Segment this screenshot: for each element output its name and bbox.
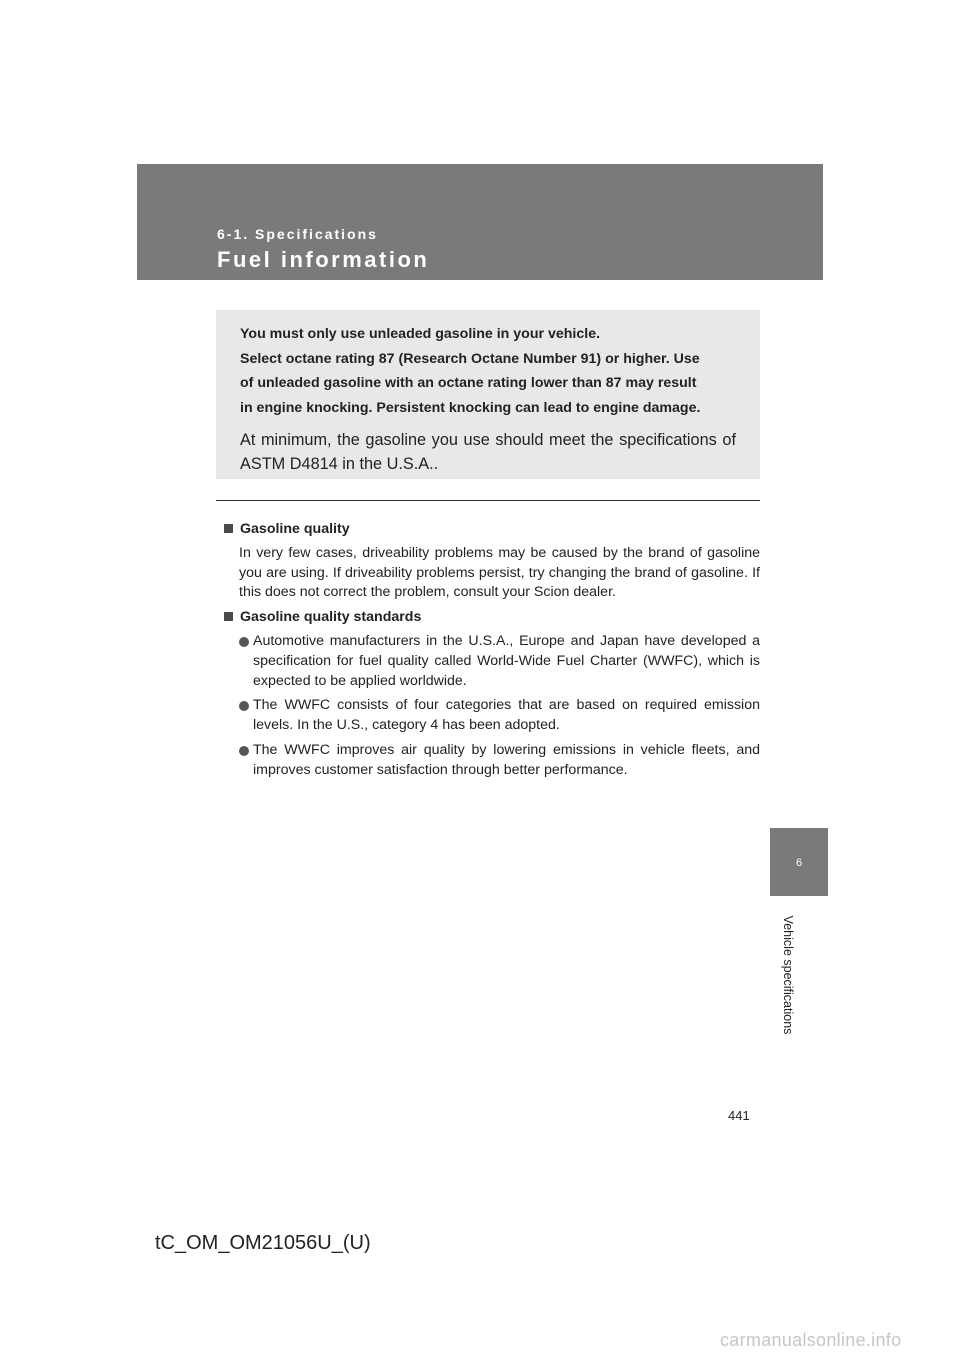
section-divider xyxy=(216,500,760,501)
list-item-text: The WWFC consists of four categories that are based on required emission levels. In the U.S., category 4 has been adopted. xyxy=(253,697,760,734)
section-paragraph: In very few cases, driveability problems may be caused by the brand of gasoline you are using. If driveability problems persist, try changing the brand of gasoline. If this does not correct the problem, consult your Scion dealer. xyxy=(239,544,760,601)
list-item-text: Automotive manufacturers in the U.S.A., Europe and Japan have developed a specification for fuel quality called World-Wide Fuel Charter (WWFC), which is expected to be applied worldwide. xyxy=(253,632,760,689)
notice-bold-text xyxy=(240,322,736,420)
notice-line: in engine knocking. Persistent knocking can lead to engine damage. xyxy=(240,399,701,416)
heading-text: Gasoline quality standards xyxy=(240,609,422,626)
list-item xyxy=(224,741,760,781)
notice-normal-text: At minimum, the gasoline you use should meet the specifications of ASTM D4814 in the U.S.A.. xyxy=(240,431,736,473)
list-item xyxy=(224,632,760,691)
notice-box xyxy=(216,310,760,479)
page-number: 441 xyxy=(728,1108,750,1123)
square-bullet-icon xyxy=(224,612,233,621)
document-code: tC_OM_OM21056U_(U) xyxy=(155,1232,371,1254)
watermark: carmanualsonline.info xyxy=(720,1330,902,1350)
circle-bullet-icon xyxy=(239,701,249,711)
page-title: Fuel information xyxy=(217,247,430,272)
chapter-label-text: Vehicle specifications xyxy=(781,915,795,1035)
notice-line: of unleaded gasoline with an octane rating lower than 87 may result xyxy=(240,375,697,391)
circle-bullet-icon xyxy=(239,637,249,647)
main-content xyxy=(224,520,760,786)
chapter-tab[interactable] xyxy=(770,828,828,896)
section-heading xyxy=(224,608,760,628)
list-item-text: The WWFC improves air quality by lowering emissions in vehicle fleets, and improves customer satisfaction through better performance. xyxy=(253,741,760,778)
notice-line: You must only use unleaded gasoline in your vehicle. xyxy=(240,326,601,342)
section-heading xyxy=(224,520,760,540)
section-label: 6-1. Specifications xyxy=(217,226,378,242)
heading-text: Gasoline quality xyxy=(240,521,350,537)
notice-line: Select octane rating 87 (Research Octane Number 91) or higher. Use xyxy=(240,350,700,367)
chapter-number: 6 xyxy=(795,857,803,869)
list-item xyxy=(224,696,760,736)
chapter-label xyxy=(781,905,795,1045)
square-bullet-icon xyxy=(224,524,233,533)
circle-bullet-icon xyxy=(239,746,249,756)
header-band xyxy=(137,164,823,280)
